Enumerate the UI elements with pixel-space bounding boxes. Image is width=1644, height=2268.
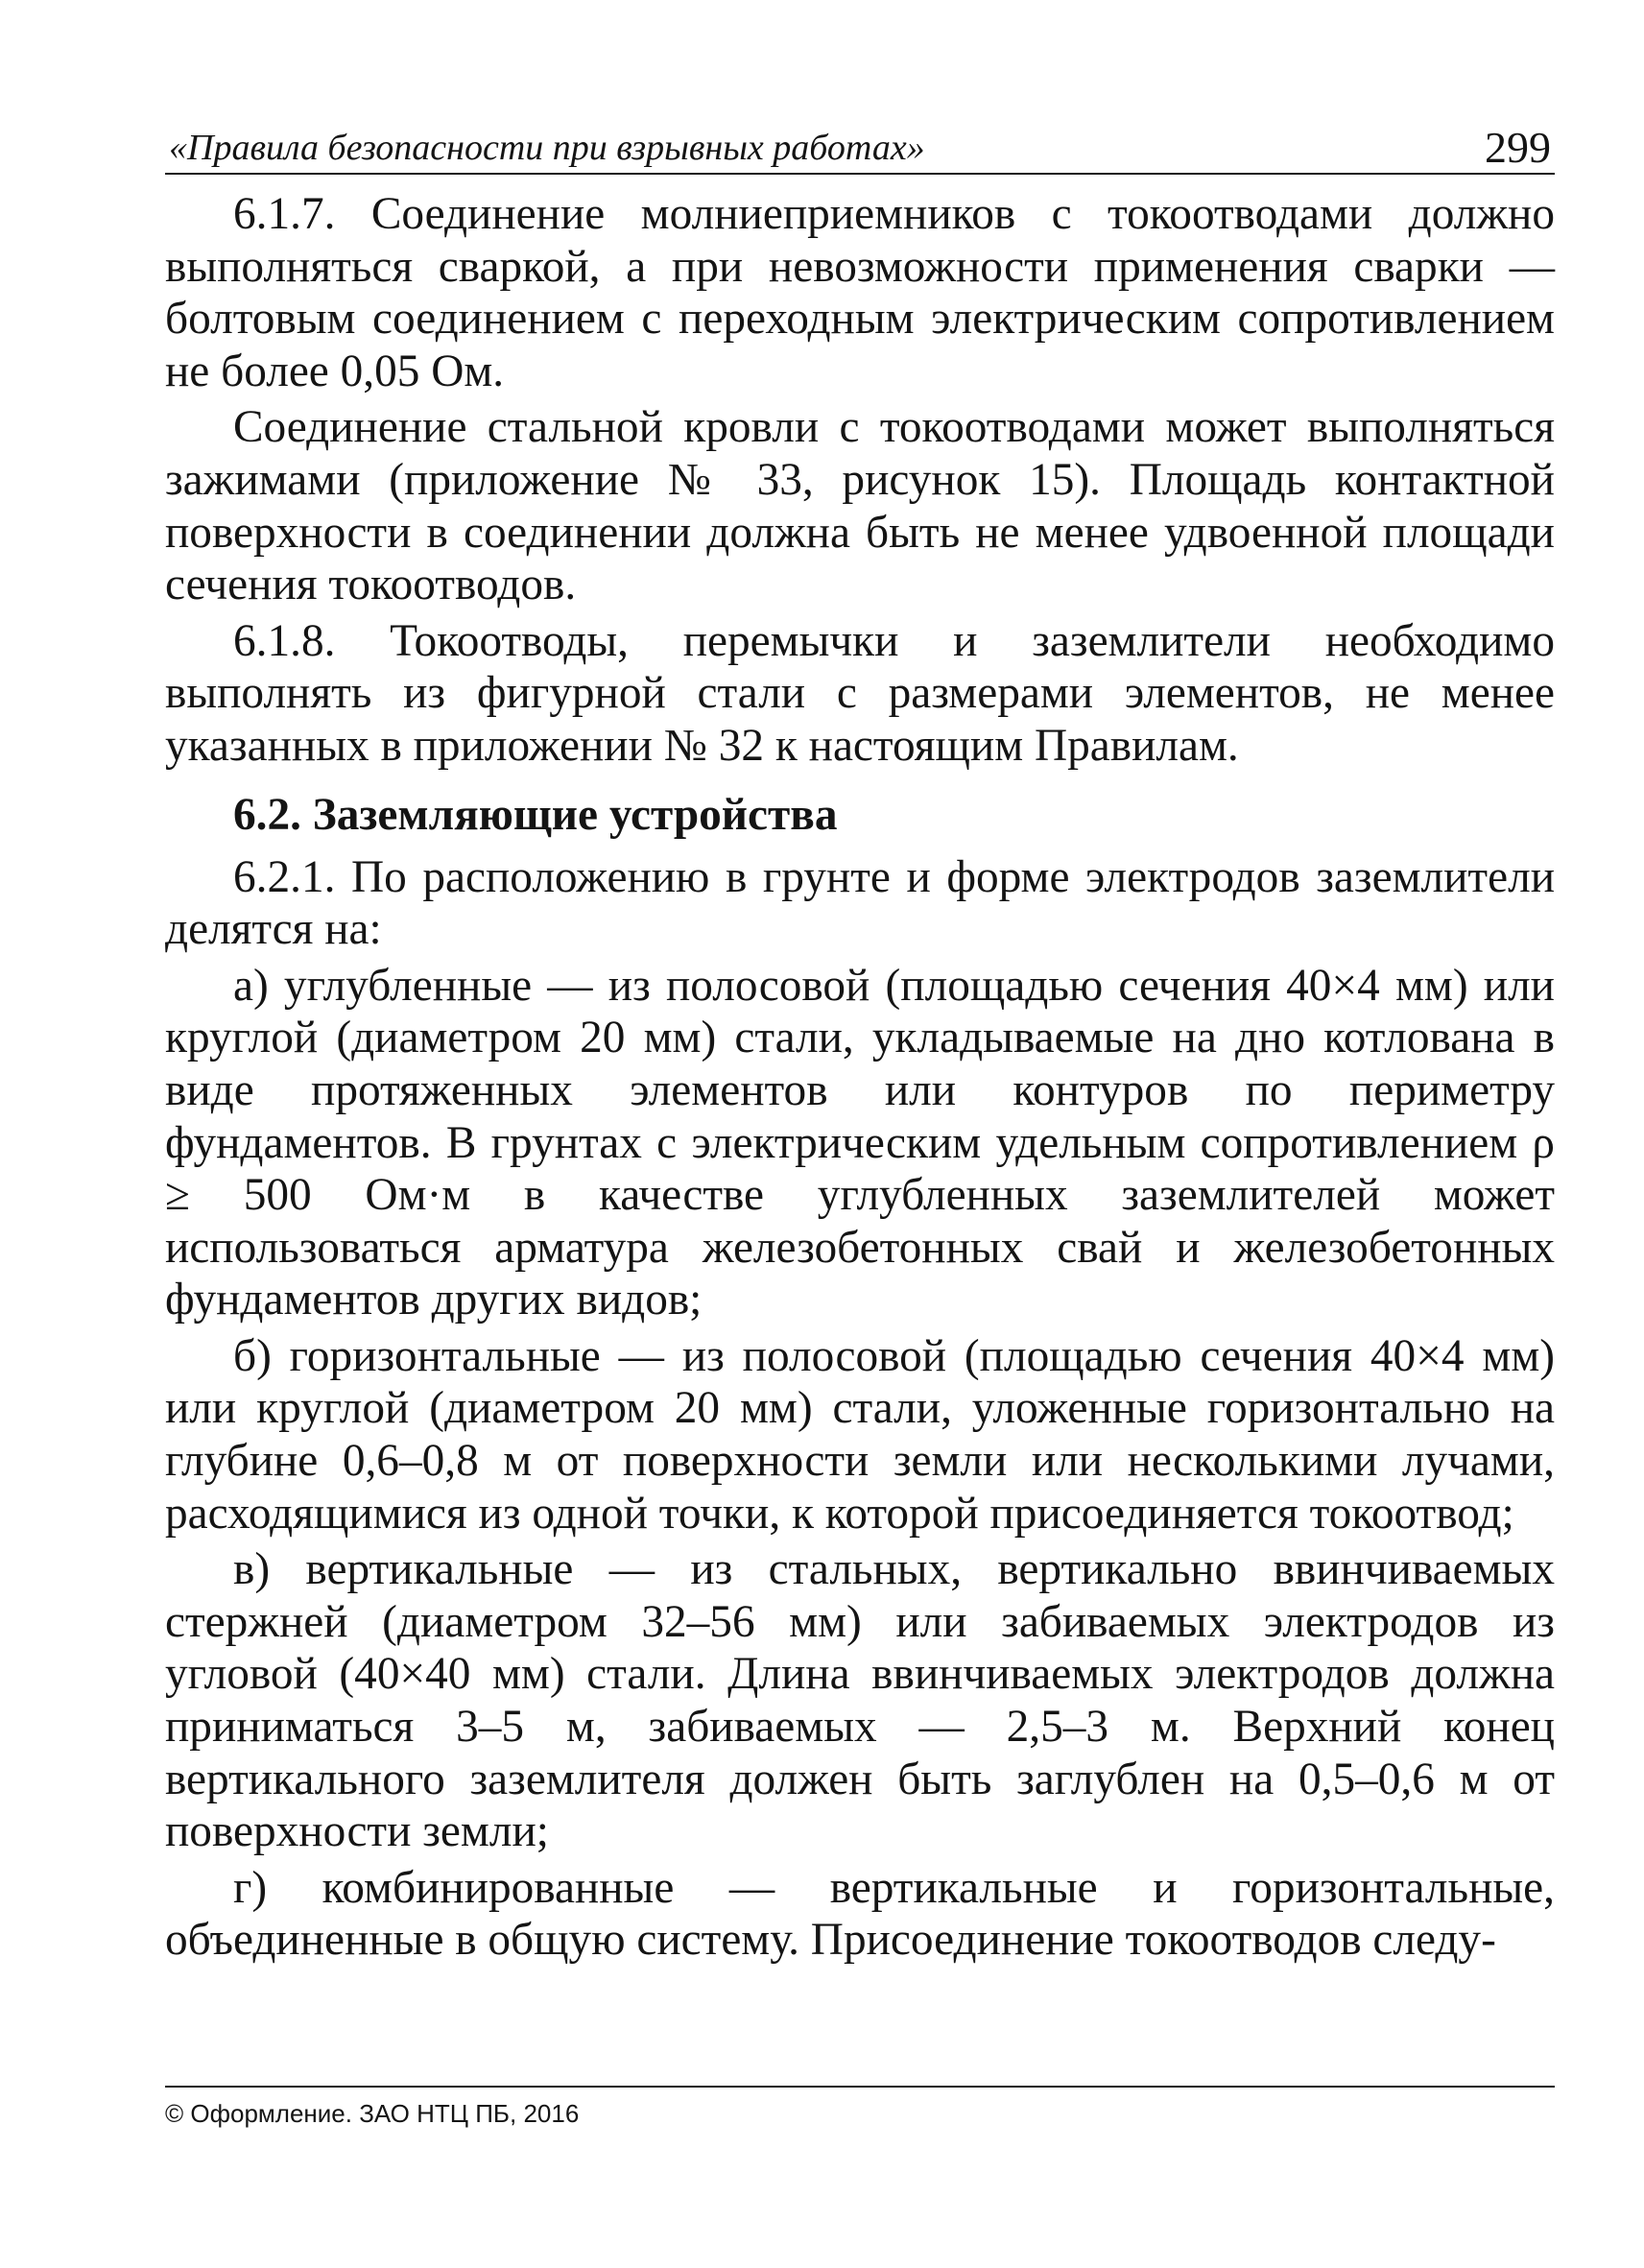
running-title: «Правила безопасности при взрывных работах»	[169, 128, 925, 168]
document-body	[165, 188, 1555, 1967]
paragraph-roof-connection: Соединение стальной кровли с токоотводами может выполняться зажимами (приложение № 33, рисунок 15). Площадь контактной поверхности в соединении должна быть не менее удвоенной площади сечения токоотводов.	[165, 402, 1555, 610]
list-item-a: а) углубленные — из полосовой (площадью сечения 40×4 мм) или круглой (диаметром 20 мм) стали, укладываемые на дно котлована в виде протяженных элементов или контуров по периметру фундаментов. В грунтах с электрическим удельным сопротивлением ρ ≥ 500 Ом·м в качестве углубленных заземлителей может использоваться арматура железобетонных свай и железобетонных фундаментов других видов;	[165, 960, 1555, 1325]
list-item-b: б) горизонтальные — из полосовой (площадью сечения 40×4 мм) или круглой (диаметром 20 мм) стали, уложенные горизонтально на глубине 0,6–0,8 м от поверхности земли или несколькими лучами, расходящимися из одной точки, к которой присоединяется токоотвод;	[165, 1330, 1555, 1539]
page-header	[165, 113, 1555, 175]
paragraph-6-1-8: 6.1.8. Токоотводы, перемычки и заземлители необходимо выполнять из фигурной стали с размерами элементов, не менее указанных в приложении № 32 к настоящим Правилам.	[165, 615, 1555, 771]
footer-copyright: © Оформление. ЗАО НТЦ ПБ, 2016	[165, 2099, 580, 2128]
list-item-v: в) вертикальные — из стальных, вертикально ввинчиваемых стержней (диаметром 32–56 мм) или забиваемых электродов из угловой (40×40 мм) стали. Длина ввинчиваемых электродов должна приниматься 3–5 м, забиваемых — 2,5–3 м. Верхний конец вертикального заземлителя должен быть заглублен на 0,5–0,6 м от поверхности земли;	[165, 1544, 1555, 1857]
paragraph-6-2-1: 6.2.1. По расположению в грунте и форме электродов заземлители делятся на:	[165, 851, 1555, 955]
list-item-g: г) комбинированные — вертикальные и горизонтальные, объединенные в общую систему. Присоединение токоотводов следу-	[165, 1862, 1555, 1966]
section-heading-6-2: 6.2. Заземляющие устройства	[233, 789, 838, 840]
footer-divider	[165, 2086, 1555, 2088]
page-number: 299	[1485, 123, 1551, 172]
paragraph-6-1-7: 6.1.7. Соединение молниеприемников с токоотводами должно выполняться сваркой, а при невозможности применения сварки — болтовым соединением с переходным электрическим сопротивлением не более 0,05 Ом.	[165, 189, 1555, 396]
